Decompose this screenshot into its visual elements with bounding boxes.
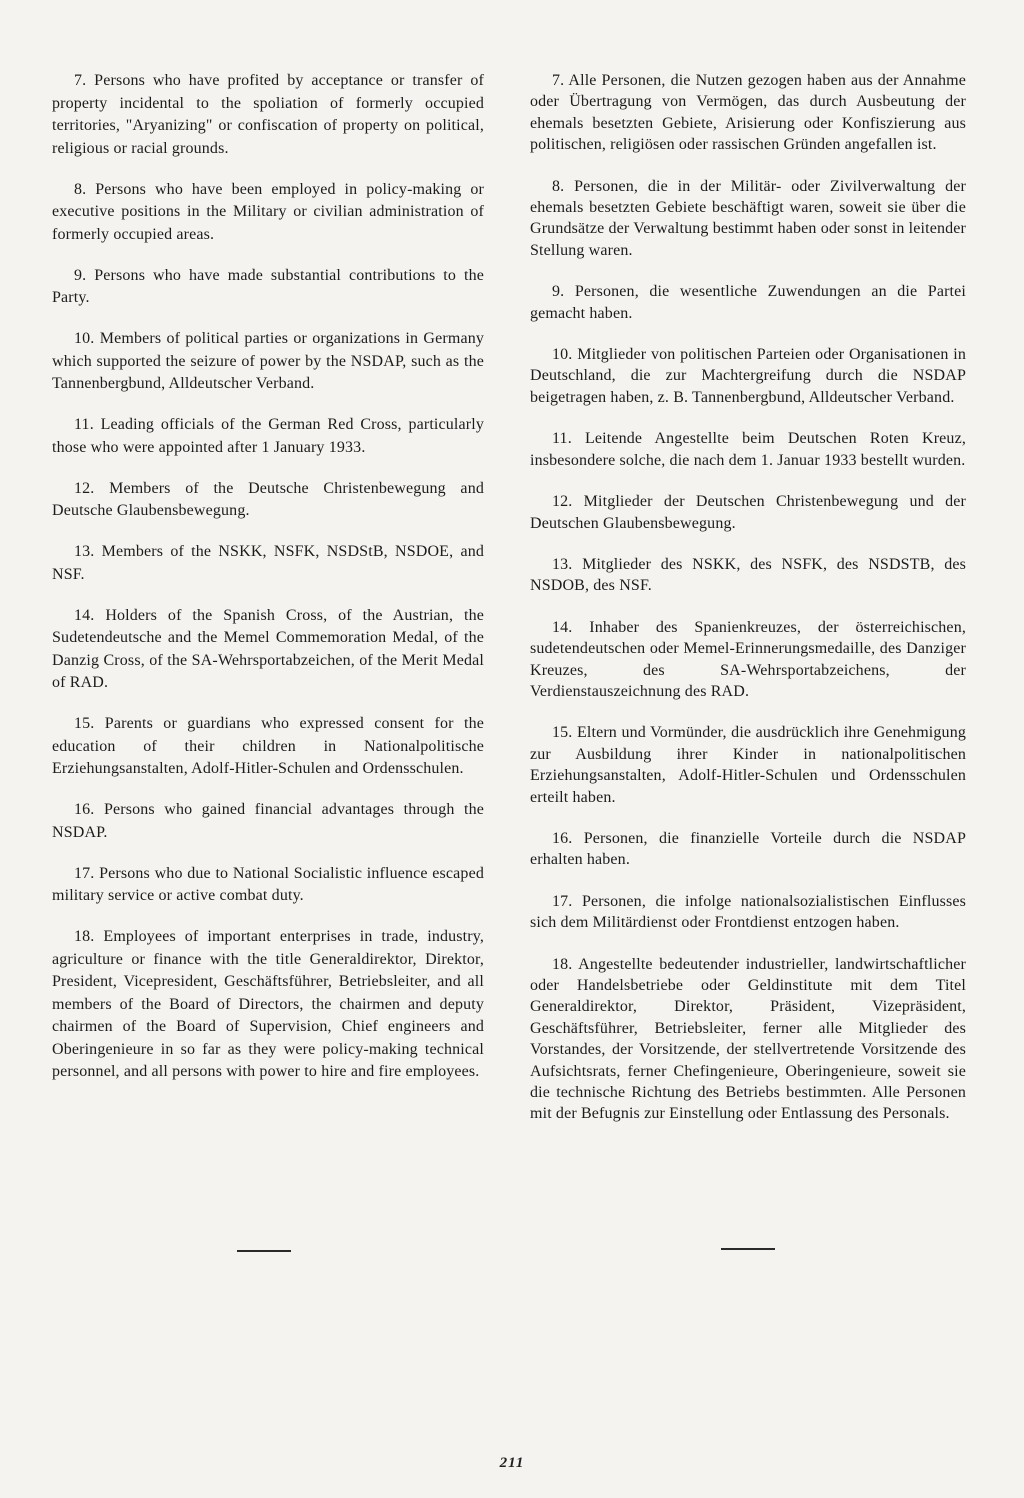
german-paragraph-8: 8. Personen, die in der Militär- oder Zivilverwaltung der ehemals besetzten Gebiete beschäftigt waren, soweit sie über die Grundsätze der Verwaltung bestimmt haben oder sonst in leitender Stellung waren. bbox=[530, 177, 966, 259]
german-paragraph-12: 12. Mitglieder der Deutschen Christenbewegung und der Deutschen Glaubensbewegung. bbox=[530, 493, 966, 532]
english-end-rule bbox=[237, 1250, 291, 1252]
german-end-rule bbox=[721, 1248, 775, 1250]
english-column bbox=[52, 70, 484, 1102]
german-paragraph-15: 15. Eltern und Vormünder, die ausdrücklich ihre Genehmigung zur Ausbildung ihrer Kinder in nationalpolitischen Erziehungsanstalten, Adolf-Hitler-Schulen und Ordensschulen erteilt haben. bbox=[530, 724, 966, 806]
english-paragraph-8: 8. Persons who have been employed in policy-making or executive positions in the Military or civilian administration of formerly occupied areas. bbox=[52, 180, 484, 243]
german-paragraph-17: 17. Personen, die infolge nationalsozialistischen Einflusses sich dem Militärdienst oder Frontdienst entzogen haben. bbox=[530, 892, 966, 932]
english-paragraph-9: 9. Persons who have made substantial contributions to the Party. bbox=[52, 266, 484, 306]
german-paragraph-18: 18. Angestellte bedeutender industrieller, landwirtschaftlicher oder Handelsbetriebe oder Geldinstitute mit dem Titel Generaldirektor, Direktor, Präsident, Vizepräsident, Geschäftsführer, Betriebsleiter, ferner alle Mitglieder des Vorstandes, der Vorsitzende, der stellvertretende Vorsitzende des Aufsichtsrats, ferner Chefingenieure, Oberingenieure, soweit sie die technische Richtung des Betriebs bestimmten. Alle Personen mit der Befugnis zur Einstellung oder Entlassung des Personals. bbox=[530, 955, 966, 1123]
page-number: 211 bbox=[499, 1455, 525, 1471]
english-paragraph-12: 12. Members of the Deutsche Christenbewegung and Deutsche Glaubensbewegung. bbox=[52, 479, 484, 519]
english-paragraph-7: 7. Persons who have profited by acceptance or transfer of property incidental to the spoliation of formerly occupied territories, "Aryanizing" or confiscation of property on political, religious or racial grounds. bbox=[52, 72, 484, 157]
german-column bbox=[530, 70, 966, 1145]
german-paragraph-11: 11. Leitende Angestellte beim Deutschen Roten Kreuz, insbesondere solche, die nach dem 1. Januar 1933 bestellt wurden. bbox=[530, 430, 966, 469]
english-paragraph-17: 17. Persons who due to National Socialistic influence escaped military service or active combat duty. bbox=[52, 864, 484, 904]
german-paragraph-7: 7. Alle Personen, die Nutzen gezogen haben aus der Annahme oder Übertragung von Vermögen, das durch Ausbeutung der ehemals besetzten Gebiete, Arisierung oder Konfiszierung aus politischen, religiösen oder rassischen Gründen angefallen ist. bbox=[530, 72, 966, 154]
english-paragraph-16: 16. Persons who gained financial advantages through the NSDAP. bbox=[52, 801, 484, 841]
german-paragraph-16: 16. Personen, die finanzielle Vorteile durch die NSDAP erhalten haben. bbox=[530, 829, 966, 869]
english-paragraph-14: 14. Holders of the Spanish Cross, of the Austrian, the Sudetendeutsche and the Memel Commemoration Medal, of the Danzig Cross, of the SA-Wehrsportabzeichen, of the Merit Medal of RAD. bbox=[52, 606, 484, 691]
german-paragraph-14: 14. Inhaber des Spanienkreuzes, der österreichischen, sudetendeutschen oder Memel-Erinnerungsmedaille, des Danziger Kreuzes, des SA-Wehrsportabzeichens, der Verdienstauszeichnung des RAD. bbox=[530, 618, 966, 700]
english-paragraph-10: 10. Members of political parties or organizations in Germany which supported the seizure of power by the NSDAP, such as the Tannenbergbund, Alldeutscher Verband. bbox=[52, 330, 484, 392]
english-paragraph-15: 15. Parents or guardians who expressed consent for the education of their children in Nationalpolitische Erziehungsanstalten, Adolf-Hitler-Schulen and Ordensschulen. bbox=[52, 715, 484, 777]
german-paragraph-9: 9. Personen, die wesentliche Zuwendungen an die Partei gemacht haben. bbox=[530, 283, 966, 322]
english-paragraph-11: 11. Leading officials of the German Red Cross, particularly those who were appointed after 1 January 1933. bbox=[52, 416, 484, 456]
english-paragraph-13: 13. Members of the NSKK, NSFK, NSDStB, NSDOE, and NSF. bbox=[52, 543, 484, 583]
english-paragraph-18: 18. Employees of important enterprises in trade, industry, agriculture or finance with the title Generaldirektor, Direktor, President, Vicepresident, Geschäftsführer, Betriebsleiter, and all members of the Board of Directors, the chairmen and deputy chairmen of the Board of Supervision, Chief engineers and Oberingenieure in so far as they were policy-making technical personnel, and all persons with power to hire and fire employees. bbox=[52, 928, 484, 1080]
german-paragraph-10: 10. Mitglieder von politischen Parteien oder Organisationen in Deutschland, die zur Machtergreifung durch die NSDAP beigetragen haben, z. B. Tannenbergbund, Alldeutscher Verband. bbox=[530, 346, 966, 406]
german-paragraph-13: 13. Mitglieder des NSKK, des NSFK, des NSDSTB, des NSDOB, des NSF. bbox=[530, 555, 966, 595]
